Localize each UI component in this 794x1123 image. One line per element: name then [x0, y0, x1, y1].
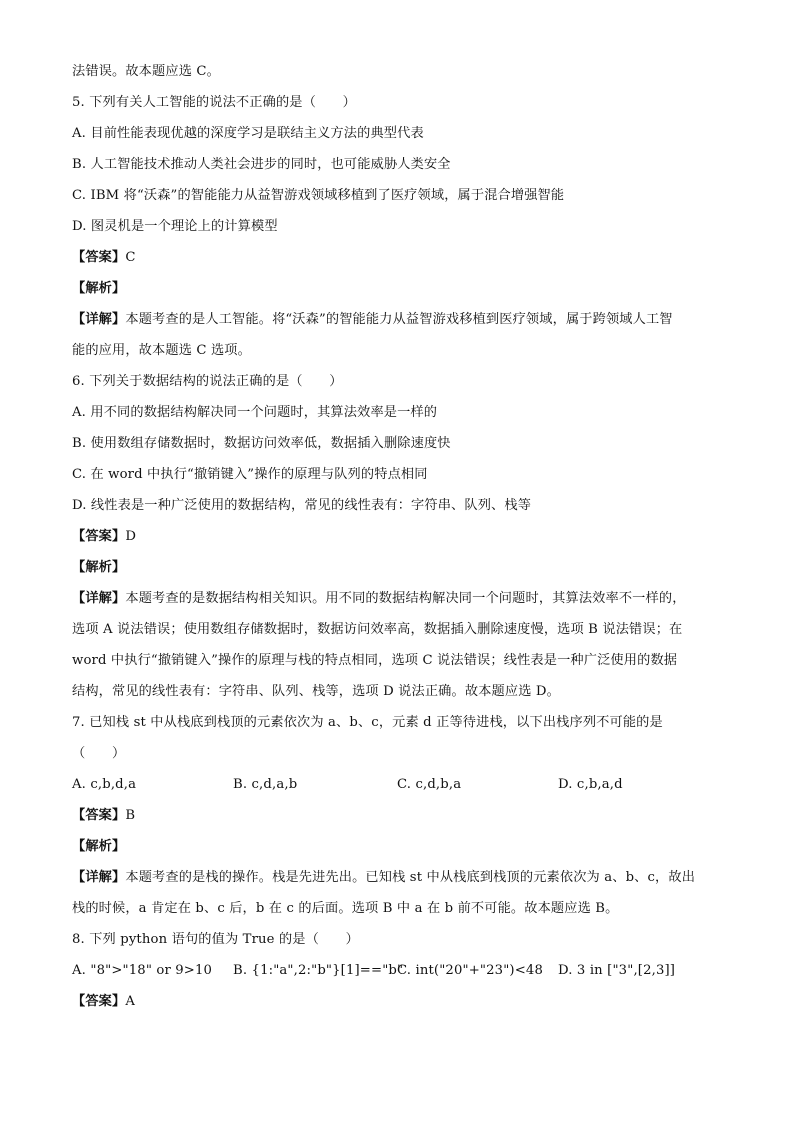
answer-value: A	[125, 994, 136, 1009]
question-5-option-d: D. 图灵机是一个理论上的计算模型	[72, 219, 278, 234]
question-6-option-c: C. 在 word 中执行“撤销键入”操作的原理与队列的特点相同	[72, 467, 428, 482]
question-7-option-b: B. c,d,a,b	[233, 777, 298, 792]
explanation-text: 结构，常见的线性表有：字符串、队列、栈等，选项 D 说法正确。故本题应选 D。	[72, 684, 560, 699]
question-8-option-b: B. {1:"a",2:"b"}[1]=="b"	[233, 963, 404, 978]
question-7-option-a: A. c,b,d,a	[72, 777, 137, 792]
question-5-answer	[72, 248, 136, 268]
analysis-label: 【解析】	[72, 560, 126, 575]
question-8-answer	[72, 992, 135, 1012]
answer-value: C	[125, 250, 136, 265]
question-5-option-c: C. IBM 将“沃森”的智能能力从益智游戏领域移植到了医疗领域，属于混合增强智能	[72, 188, 565, 203]
question-5-option-a: A. 目前性能表现优越的深度学习是联结主义方法的典型代表	[72, 126, 424, 141]
explanation-text: 能的应用，故本题选 C 选项。	[72, 343, 251, 358]
question-6-answer	[72, 527, 136, 547]
answer-value: D	[125, 529, 137, 544]
explanation-text: 本题考查的是数据结构相关知识。用不同的数据结构解决同一个问题时，其算法效率不一样的，	[125, 591, 686, 606]
question-8-option-c: C. int("20"+"23")<48	[397, 963, 544, 978]
question-6-stem: 6. 下列关于数据结构的说法正确的是（ ）	[72, 374, 343, 389]
detail-label: 【详解】	[72, 870, 126, 885]
answer-label: 【答案】	[72, 529, 126, 544]
question-5-option-b: B. 人工智能技术推动人类社会进步的同时，也可能威胁人类安全	[72, 157, 451, 172]
text-line: 法错误。故本题应选 C。	[72, 64, 220, 79]
question-7-option-c: C. c,d,b,a	[397, 777, 462, 792]
detail-label: 【详解】	[72, 591, 126, 606]
explanation-text: word 中执行“撤销键入”操作的原理与栈的特点相同，选项 C 说法错误；线性表是一种广泛使用的数据	[72, 653, 678, 668]
question-7-answer	[72, 806, 135, 826]
question-7-stem: 7. 已知栈 st 中从栈底到栈顶的元素依次为 a、b、c，元素 d 正等待进栈，以下出栈序列不可能的是	[72, 715, 663, 730]
answer-label: 【答案】	[72, 808, 126, 823]
question-7-explanation	[72, 868, 695, 888]
question-8-option-d: D. 3 in ["3",[2,3]]	[558, 963, 676, 978]
explanation-text: 本题考查的是人工智能。将“沃森”的智能能力从益智游戏移植到医疗领域，属于跨领域人工智	[125, 312, 673, 327]
analysis-label: 【解析】	[72, 839, 126, 854]
question-6-option-b: B. 使用数组存储数据时，数据访问效率低，数据插入删除速度快	[72, 436, 451, 451]
question-8-stem: 8. 下列 python 语句的值为 True 的是（ ）	[72, 932, 359, 947]
explanation-text: 选项 A 说法错误；使用数组存储数据时，数据访问效率高，数据插入删除速度慢，选项 B 说法错误；在	[72, 622, 683, 637]
analysis-label: 【解析】	[72, 281, 126, 296]
question-7-stem-paren: （ ）	[72, 746, 126, 761]
question-5-stem: 5. 下列有关人工智能的说法不正确的是（ ）	[72, 95, 356, 110]
answer-value: B	[125, 808, 136, 823]
explanation-text: 栈的时候，a 肯定在 b、c 后，b 在 c 的后面。选项 B 中 a 在 b 前不可能。故本题应选 B。	[72, 901, 619, 916]
question-8-option-a: A. "8">"18" or 9>10	[72, 963, 213, 978]
question-6-option-a: A. 用不同的数据结构解决同一个问题时，其算法效率是一样的	[72, 405, 438, 420]
answer-label: 【答案】	[72, 994, 126, 1009]
question-6-explanation	[72, 589, 686, 609]
explanation-text: 本题考查的是栈的操作。栈是先进先出。已知栈 st 中从栈底到栈顶的元素依次为 a、b、c，故出	[125, 870, 696, 885]
detail-label: 【详解】	[72, 312, 126, 327]
question-6-option-d: D. 线性表是一种广泛使用的数据结构，常见的线性表有：字符串、队列、栈等	[72, 498, 532, 513]
question-5-explanation	[72, 310, 673, 330]
answer-label: 【答案】	[72, 250, 126, 265]
question-7-option-d: D. c,b,a,d	[558, 777, 623, 792]
